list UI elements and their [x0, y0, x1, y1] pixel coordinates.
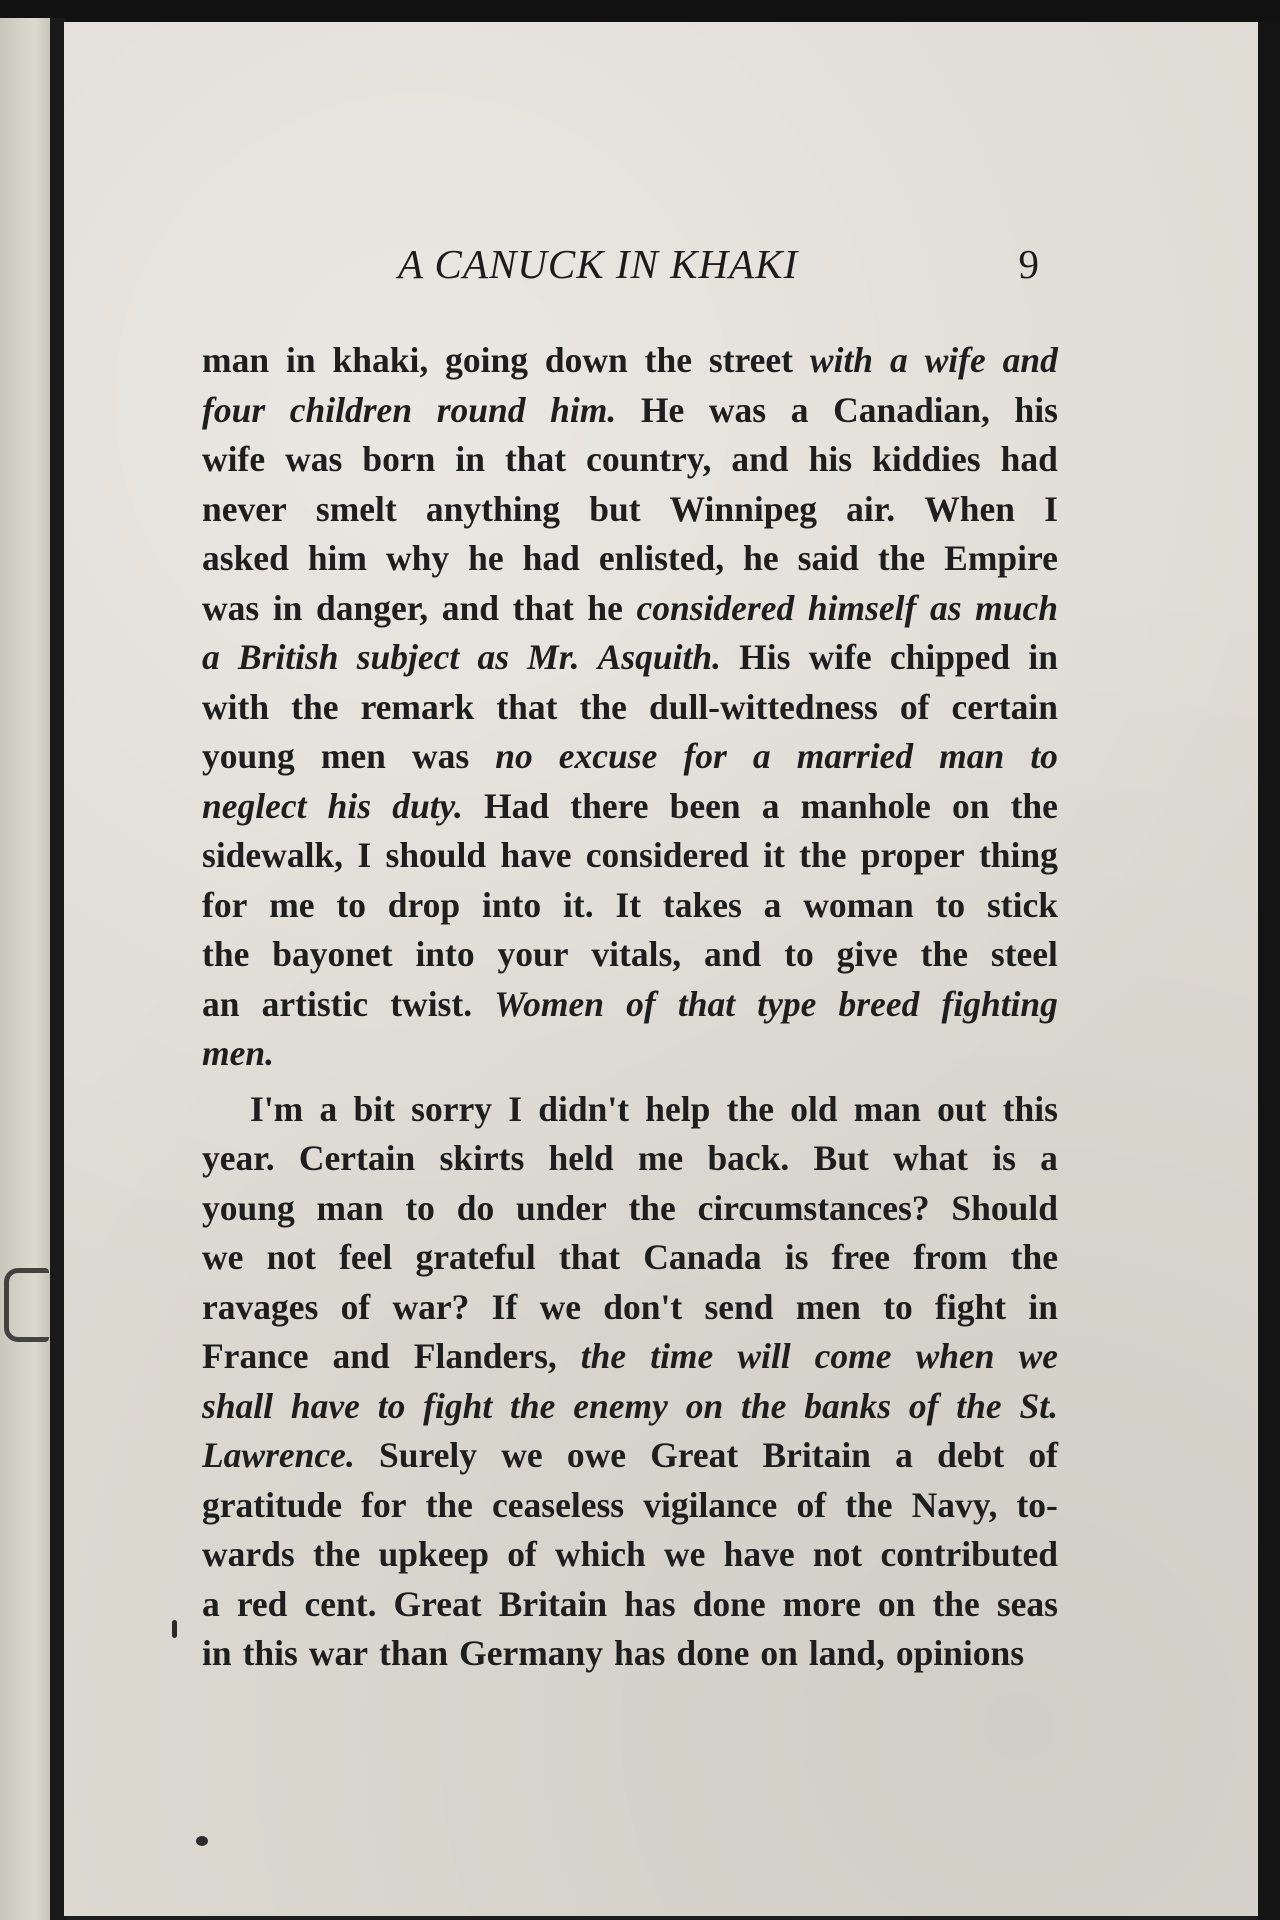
word: a [319, 1088, 338, 1129]
word: steel [990, 934, 1058, 974]
word: wife [808, 637, 872, 677]
word: do [456, 1187, 495, 1228]
word: kiddies [872, 439, 981, 479]
word: a [202, 1583, 220, 1624]
word: should [385, 835, 487, 875]
italic-word: as [929, 587, 962, 628]
word: His [739, 637, 791, 677]
text-line [202, 1431, 1058, 1481]
word: man [316, 1187, 384, 1228]
word: Navy, [911, 1484, 998, 1525]
word: give [836, 934, 898, 974]
italic-word: wife [924, 340, 986, 380]
word: Had [484, 785, 550, 826]
text-line [202, 485, 1058, 535]
text-line [202, 831, 1058, 881]
word: the [202, 934, 250, 974]
word: drop [387, 884, 461, 925]
word: stick [986, 884, 1058, 925]
italic-word: to [1030, 736, 1058, 776]
italic-word: Lawrence. [202, 1435, 355, 1475]
italic-word: have [290, 1385, 360, 1426]
italic-word: the [956, 1385, 1002, 1426]
italic-word: a [752, 736, 771, 776]
italic-word: no [495, 736, 533, 776]
word: Certain [298, 1138, 416, 1178]
word: the [628, 1187, 676, 1228]
word: done [692, 1583, 766, 1624]
italic-word: a [889, 340, 908, 380]
word: Great [650, 1435, 739, 1475]
word: we [501, 1435, 543, 1475]
italic-word: of [626, 983, 656, 1024]
word: Surely [379, 1435, 478, 1475]
word: certain [951, 686, 1058, 727]
page-number: 9 [1018, 241, 1040, 287]
word: never [202, 488, 287, 529]
word: grateful [415, 1237, 536, 1277]
word: send [704, 1286, 774, 1327]
italic-word: St. [1019, 1385, 1058, 1426]
word: in [455, 439, 485, 479]
word: wife [202, 439, 266, 479]
word: was [708, 389, 767, 430]
word: and [704, 934, 762, 974]
word: had [1000, 439, 1058, 479]
italic-word: the [510, 1385, 556, 1426]
word: into [415, 934, 475, 974]
word: of [796, 1484, 827, 1525]
word: me [269, 884, 315, 925]
page-header [318, 240, 1058, 296]
word: asked [202, 538, 289, 578]
italic-word: British [237, 637, 339, 677]
word: France [202, 1336, 309, 1376]
word: war [308, 1633, 369, 1673]
word: his [808, 439, 853, 479]
word: vigilance [643, 1484, 778, 1525]
word: and [441, 587, 500, 628]
word: has [624, 1583, 676, 1624]
italic-word: man [939, 736, 1005, 776]
italic-word: breed [838, 983, 920, 1024]
word: debt [937, 1435, 1005, 1475]
italic-word: shall [202, 1385, 274, 1426]
word: Britain [498, 1583, 608, 1624]
word: it [763, 835, 785, 875]
word: opinions [895, 1633, 1025, 1673]
word: with [202, 686, 270, 727]
text-line [202, 881, 1058, 931]
word: fight [935, 1286, 1007, 1327]
word: a [763, 884, 782, 925]
word: of [507, 1534, 537, 1574]
italic-word: him. [550, 389, 617, 430]
word: remark [360, 686, 475, 727]
text-line [202, 1085, 1058, 1135]
italic-word: duty. [392, 785, 463, 826]
word: is [992, 1138, 1016, 1178]
paragraph [202, 336, 1058, 1079]
word: a [761, 785, 780, 826]
text-line [202, 732, 1058, 782]
word: which [555, 1534, 646, 1574]
italic-word: himself [807, 587, 917, 628]
text-line [202, 782, 1058, 832]
word: wards [202, 1534, 295, 1574]
text-line [202, 1233, 1058, 1283]
word: him [307, 538, 367, 578]
word: held [548, 1138, 614, 1178]
word: man [853, 1088, 921, 1129]
italic-word: four [202, 389, 266, 430]
word: to [784, 934, 814, 974]
paragraph [202, 1085, 1058, 1679]
word: a [1040, 1138, 1058, 1178]
italic-word: and [1002, 340, 1058, 380]
word: thing [978, 835, 1058, 875]
word: gratitude [202, 1484, 343, 1525]
word: said [797, 538, 859, 578]
word: sorry [411, 1088, 492, 1129]
word: land, [808, 1633, 885, 1673]
word: Canadian, [833, 389, 990, 430]
word: man [202, 340, 270, 380]
italic-word: Mr. [527, 637, 580, 677]
running-head: A CANUCK IN KHAKI [398, 241, 799, 287]
word: bayonet [272, 934, 393, 974]
word: sidewalk, [202, 835, 344, 875]
word: than [379, 1633, 449, 1673]
word: If [491, 1286, 518, 1327]
word: war? [392, 1286, 470, 1327]
word: woman [803, 884, 914, 925]
word: out [937, 1088, 987, 1129]
word: skirts [439, 1138, 525, 1178]
word: enlisted, [598, 538, 725, 578]
word: proper [860, 835, 965, 875]
word: that [504, 439, 567, 479]
word: bit [353, 1088, 395, 1129]
word: born [362, 439, 436, 479]
word: the [845, 1484, 893, 1525]
word: for [202, 884, 248, 925]
text-line [202, 683, 1058, 733]
word: but [589, 488, 641, 529]
word: there [570, 785, 649, 826]
word: When [924, 488, 1016, 529]
word: dull-wittedness [648, 686, 878, 727]
italic-word: come [814, 1336, 892, 1376]
word: done [676, 1633, 750, 1673]
word: that [496, 686, 558, 727]
word: a [895, 1435, 913, 1475]
italic-word: of [908, 1385, 939, 1426]
italic-word: type [757, 983, 817, 1024]
italic-word: the [580, 1336, 627, 1376]
italic-word: men. [202, 1033, 274, 1073]
italic-word: a [202, 637, 220, 677]
body-text [202, 336, 1058, 1679]
italic-word: excuse [558, 736, 658, 776]
text-line [202, 1134, 1058, 1184]
word: his [1014, 389, 1058, 430]
word: the [1010, 785, 1058, 826]
text-line [202, 1029, 1058, 1079]
word: that [512, 587, 574, 628]
word: the [726, 1088, 774, 1129]
word: the [932, 1583, 980, 1624]
word: on [877, 1583, 916, 1624]
word: red [236, 1583, 288, 1624]
word: back. [707, 1138, 790, 1178]
italic-word: time [650, 1336, 714, 1376]
word: on [951, 785, 990, 826]
word: men [320, 736, 386, 776]
ink-blot [196, 1836, 208, 1846]
word: It [615, 884, 642, 925]
margin-mark [4, 1268, 49, 1342]
italic-word: we [1018, 1336, 1058, 1376]
italic-word: Asquith. [597, 637, 721, 677]
word: in [1028, 637, 1058, 677]
italic-word: his [327, 785, 372, 826]
word: Flanders, [413, 1336, 557, 1376]
word: of [1028, 1435, 1058, 1475]
word: a [790, 389, 809, 430]
word: to [405, 1187, 435, 1228]
word: in [272, 587, 303, 628]
word: feel [339, 1237, 393, 1277]
word: But [813, 1138, 869, 1178]
word: smelt [315, 488, 397, 529]
word: was [411, 736, 470, 776]
word: considered [585, 835, 749, 875]
word: was [202, 587, 260, 628]
italic-word: much [975, 587, 1058, 628]
word: your [497, 934, 569, 974]
word: down [544, 340, 628, 380]
word: manhole [800, 785, 931, 826]
word: that [558, 1237, 621, 1277]
word: year. [202, 1138, 275, 1178]
word: it. [563, 884, 594, 925]
scan-top-border [0, 0, 1280, 22]
word: an [202, 983, 240, 1024]
word: takes [662, 884, 742, 925]
word: he [743, 538, 779, 578]
word: the [644, 340, 692, 380]
word: don't [603, 1286, 683, 1327]
word: why [386, 538, 450, 578]
italic-word: for [683, 736, 727, 776]
word: Empire [944, 538, 1058, 578]
word: danger, [316, 587, 429, 628]
italic-word: considered [636, 587, 795, 628]
text-line [202, 336, 1058, 386]
word: young [202, 736, 295, 776]
word: ceaseless [492, 1484, 625, 1525]
word: for [361, 1484, 407, 1525]
word: I [1044, 488, 1058, 529]
word: from [913, 1237, 988, 1277]
word: this [1002, 1088, 1058, 1129]
word: going [445, 340, 528, 380]
italic-word: banks [804, 1385, 892, 1426]
word: he [587, 587, 623, 628]
word: the [312, 1534, 361, 1574]
word: Canada [643, 1237, 762, 1277]
word: not [812, 1534, 863, 1574]
text-line [202, 1580, 1058, 1630]
word: is [784, 1237, 809, 1277]
word: under [515, 1187, 607, 1228]
word: in [202, 1633, 232, 1673]
word: on [760, 1633, 798, 1673]
word: circumstances? [697, 1187, 930, 1228]
word: have [723, 1534, 795, 1574]
word: He [640, 389, 685, 430]
word: to [935, 884, 966, 925]
word: khaki, [332, 340, 429, 380]
word: the [579, 686, 627, 727]
text-line [202, 435, 1058, 485]
word: more [782, 1583, 861, 1624]
word: Great [393, 1583, 482, 1624]
word: to- [1016, 1484, 1058, 1525]
italic-word: when [915, 1336, 995, 1376]
word: contributed [880, 1534, 1058, 1574]
italic-word: round [436, 389, 526, 430]
word: vitals, [591, 934, 682, 974]
word: young [202, 1187, 295, 1228]
italic-word: with [809, 340, 874, 380]
word: artistic [261, 983, 369, 1024]
italic-word: fight [423, 1385, 493, 1426]
word: of [899, 686, 930, 727]
word: in [285, 340, 316, 380]
word: the [425, 1484, 473, 1525]
word: in [1028, 1286, 1058, 1327]
word: and [332, 1336, 390, 1376]
text-line [202, 1382, 1058, 1432]
word: had [522, 538, 580, 578]
text-line [202, 534, 1058, 584]
italic-word: fighting [941, 983, 1058, 1024]
word: to [883, 1286, 913, 1327]
word: the [1010, 1237, 1058, 1277]
word: of [340, 1286, 371, 1327]
text-line [202, 1481, 1058, 1531]
word: owe [566, 1435, 626, 1475]
word: country, [586, 439, 712, 479]
italic-word: Women [494, 983, 605, 1024]
word: free [831, 1237, 891, 1277]
word: upkeep [378, 1534, 489, 1574]
word: I [508, 1088, 523, 1129]
text-line [202, 1332, 1058, 1382]
word: chipped [889, 637, 1011, 677]
word: he [468, 538, 504, 578]
word: seas [996, 1583, 1058, 1624]
italic-word: enemy [573, 1385, 668, 1426]
text-line [202, 1184, 1058, 1234]
word: and [731, 439, 789, 479]
italic-word: will [737, 1336, 791, 1376]
word: Should [951, 1187, 1058, 1228]
italic-word: neglect [202, 785, 307, 826]
word: the [799, 835, 847, 875]
word: Germany [459, 1633, 604, 1673]
text-line [202, 930, 1058, 980]
italic-word: that [677, 983, 736, 1024]
word: been [669, 785, 741, 826]
italic-word: on [685, 1385, 724, 1426]
word: this [242, 1633, 298, 1673]
word: me [637, 1138, 684, 1178]
word: anything [425, 488, 561, 529]
word: the [291, 686, 339, 727]
word: Britain [762, 1435, 871, 1475]
word: twist. [390, 983, 473, 1024]
word: air. [846, 488, 896, 529]
word: didn't [538, 1088, 630, 1129]
italic-word: the [741, 1385, 787, 1426]
text-line [202, 386, 1058, 436]
word: the [877, 538, 926, 578]
text-line [202, 1629, 1058, 1679]
text-line [202, 584, 1058, 634]
word: street [708, 340, 793, 380]
italic-word: married [796, 736, 914, 776]
italic-word: as [477, 637, 510, 677]
word: the [920, 934, 968, 974]
text-line [202, 1530, 1058, 1580]
word: I'm [250, 1088, 304, 1129]
text-line [202, 633, 1058, 683]
word: have [500, 835, 572, 875]
word: into [482, 884, 542, 925]
word: has [614, 1633, 666, 1673]
scan-right-border [1258, 22, 1280, 1920]
text-line [202, 1283, 1058, 1333]
word: to [336, 884, 366, 925]
text-line [202, 980, 1058, 1030]
word: men [795, 1286, 861, 1327]
italic-word: subject [356, 637, 460, 677]
italic-word: children [289, 389, 413, 430]
italic-word: to [377, 1385, 406, 1426]
word: help [645, 1088, 711, 1129]
word: what [893, 1138, 968, 1178]
word: cent. [304, 1583, 377, 1624]
word: old [790, 1088, 838, 1129]
word: was [285, 439, 343, 479]
word: Winnipeg [669, 488, 817, 529]
word: we [202, 1237, 244, 1277]
ink-mark [172, 1620, 177, 1638]
word: we [664, 1534, 706, 1574]
word: not [266, 1237, 316, 1277]
word: we [539, 1286, 581, 1327]
word: I [357, 835, 372, 875]
word: ravages [202, 1286, 319, 1327]
